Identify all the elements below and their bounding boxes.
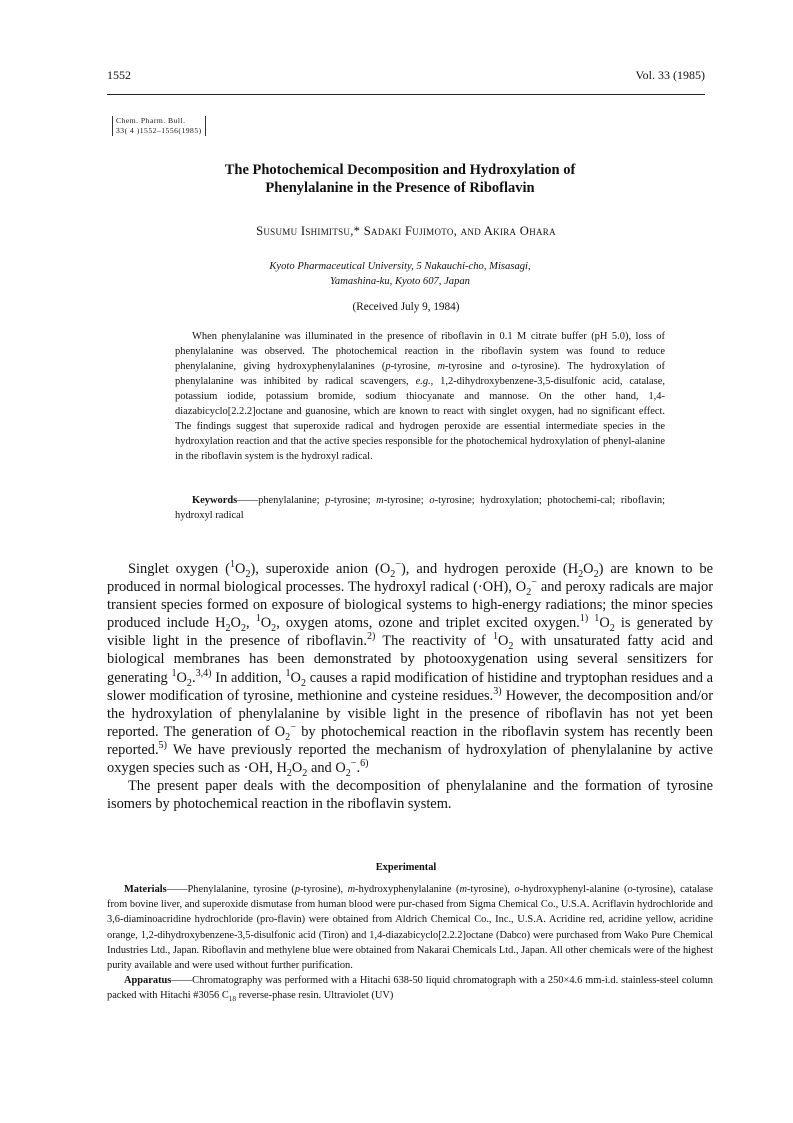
paper-title [140,161,660,197]
citation-journal: Chem. Pharm. Bull. [116,116,186,125]
apparatus-label: Apparatus [124,975,172,987]
experimental-section [107,882,713,1004]
section-heading-experimental: Experimental [375,862,437,873]
citation-box [112,116,206,136]
received-date: (Received July 9, 1984) [352,301,460,313]
journal-volume: Vol. 33 (1985) [635,68,705,82]
materials-paragraph: Materials——Phenylalanine, tyrosine (p-tyrosine), m-hydroxyphenylalanine (m-tyrosine), o-hydroxyphenyl-alanine (o-tyrosine), catalase from bovine liver, and superoxide dismutase from human blood were pur-chased from Sigma Chemical Co., U.S.A. Acriflavin hydrochloride and 3,6-diaminoacridine hydrochloride (pro-flavin) were obtained from Aldrich Chemical Co., Inc., U.S.A. Acridine red, acridine yellow, acridine orange, 1,2-dihydroxybenzene-3,5-disulfonic acid (Tiron) and 1,4-diazabicyclo[2.2.2]octane (Dabco) were purchased from Wako Pure Chemical Industries Ltd., Japan. Riboflavin and methylene blue were obtained from Nakarai Chemicals Ltd., Japan. All other chemicals were of the highest purity available and were used without further purification. [107,884,714,972]
header-rule [107,94,705,95]
page-number: 1552 [107,68,131,82]
keywords: Keywords——phenylalanine; p-tyrosine; m-tyrosine; o-tyrosine; hydroxylation; photochemi-cal; riboflavin; hydroxyl radical [175,495,665,521]
affiliation-line-1: Kyoto Pharmaceutical University, 5 Nakauchi-cho, Misasagi, [269,261,531,272]
intro-paragraph-2: The present paper deals with the decomposition of phenylalanine and the formation of tyrosine isomers by photochemical reaction in the riboflavin system. [107,778,713,813]
materials-label: Materials [124,884,167,895]
citation-reference: 33( 4 )1552–1556(1985) [116,126,202,135]
affiliation [140,259,660,289]
title-line-1: The Photochemical Decomposition and Hydroxylation of [224,162,576,178]
intro-paragraph-1: Singlet oxygen $(^1O_2)$, superoxide anion $(O_2^-)$, and hydrogen peroxide $(H_2O_2)$ are known to be produced in normal biological processes. The hydroxyl radical (·OH), $O_2^-$ and peroxy radicals are major transient species formed on exposure of biological systems to high-energy radiations; the minor species produced include $H_2O_2$, $^1O_2$, oxygen atoms, ozone and triplet excited oxygen.$^{1)}$ $^1O_2$ is generated by visible light in the presence of riboflavin.$^{2)}$ The reactivity of $^1O_2$ with unsaturated fatty acid and biological membranes has been demonstrated by photooxygenation using several sensitizers for generating $^1O_2.^{3,4)}$ In addition, $^1O_2$ causes a rapid modification of histidine and tryptophan residues and a slower modification of tyrosine, methionine and cysteine residues.$^{3)}$ However, the decomposition and/or the hydroxylation of phenylalanine by visible light in the presence of riboflavin has not yet been reported. The generation of $O_2^-$ by photochemical reaction in the riboflavin system has recently been reported.$^{5)}$ We have previously reported the mechanism of hydroxylation of phenylalanine by active oxygen species such as ·OH, $H_2O_2$ and $O_2^-.^{6)}$ [107,559,714,779]
author-list: Susumu Ishimitsu,* Sadaki Fujimoto, and Akira Ohara [256,224,556,238]
keywords-label: Keywords [192,495,238,506]
affiliation-line-2: Yamashina-ku, Kyoto 607, Japan [330,276,470,287]
apparatus-paragraph: Apparatus——Chromatography was performed with a Hitachi 638-50 liquid chromatograph with a 250×4.6 mm-i.d. stainless-steel column packed with Hitachi #3056 $C_{18}$ reverse-phase resin. Ultraviolet (UV) [107,975,713,1004]
abstract: When phenylalanine was illuminated in the presence of riboflavin in 0.1 M citrate buffer (pH 5.0), loss of phenylalanine was observed. The photochemical reaction in the riboflavin system was found to reduce phenylalanine, giving hydroxyphenylalanines (p-tyrosine, m-tyrosine and o-tyrosine). The hydroxylation of phenylalanine was inhibited by radical scavengers, e.g., 1,2-dihydroxybenzene-3,5-disulfonic acid, catalase, potassium iodide, potassium bromide, sodium thiocyanate and mannose. On the other hand, 1,4-diazabicyclo[2.2.2]octane and guanosine, which are known to react with singlet oxygen, had no significant effect. The findings suggest that superoxide radical and hydrogen peroxide are essential intermediate species in the hydroxylation reaction and that the active species responsible for the photochemical hydroxylation of phenyl-alanine in the riboflavin system is the hydroxyl radical. [175,331,665,462]
title-line-2: Phenylalanine in the Presence of Riboflavin [265,180,535,196]
introduction [107,560,713,813]
